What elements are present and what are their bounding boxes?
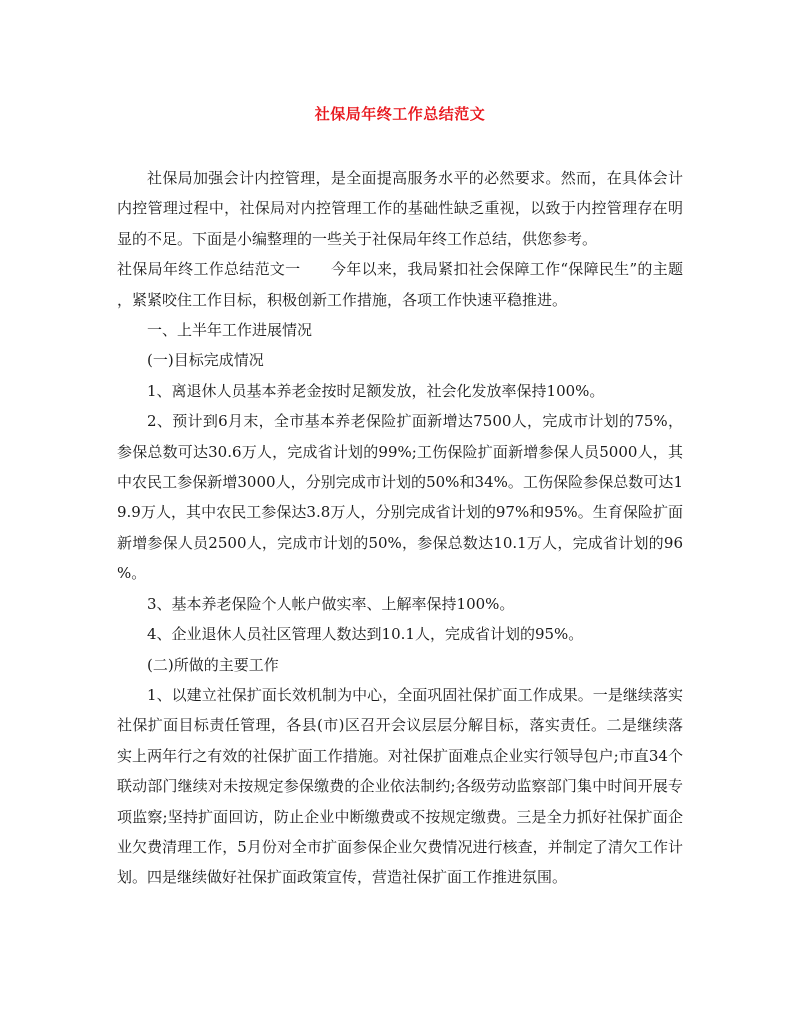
subsection-heading-targets: (一)目标完成情况 [147,351,264,370]
sample-one-paragraph: 社保局年终工作总结范文一 今年以来，我局紧扣社会保障工作“保障民生”的主题，紧紧咬住工作目标，积极创新工作措施，各项工作快速平稳推进。 [117,260,683,309]
subsection-heading-main-work: (二)所做的主要工作 [147,655,279,674]
list-item-personal-accounts: 3、基本养老保险个人帐户做实率、上解率保持100%。 [147,594,515,613]
document-body [117,163,683,893]
list-item-community-management: 4、企业退休人员社区管理人数达到10.1人，完成省计划的95%。 [147,625,584,644]
intro-paragraph: 社保局加强会计内控管理，是全面提高服务水平的必然要求。然而，在具体会计内控管理过程中，社保局对内控管理工作的基础性缺乏重视，以致于内控管理存在明显的不足。下面是小编整理的一些关于社保局年终工作总结，供您参考。 [117,169,683,248]
list-item-pension-payment: 1、离退休人员基本养老金按时足额发放，社会化发放率保持100%。 [147,381,605,400]
list-item-insurance-expansion: 2、预计到6月末，全市基本养老保险扩面新增达7500人，完成市计划的75%，参保总数可达30.6万人，完成省计划的99%;工伤保险扩面新增参保人员5000人，其中农民工参保新增3000人，分别完成市计划的50%和34%。工伤保险参保总数可达19.9万人，其中农民工参保达3.8万人，分别完成省计划的97%和95%。生育保险扩面新增参保人员2500人，完成市计划的50%，参保总数达10.1万人，完成省计划的96%。 [117,412,683,583]
document-title: 社保局年终工作总结范文 [314,105,486,123]
list-item-expansion-mechanism: 1、以建立社保扩面长效机制为中心，全面巩固社保扩面工作成果。一是继续落实社保扩面目标责任管理，各县(市)区召开会议层层分解目标，落实责任。二是继续落实上两年行之有效的社保扩面工作措施。对社保扩面难点企业实行领导包户;市直34个联动部门继续对未按规定参保缴费的企业依法制约;各级劳动监察部门集中时间开展专项监察;坚持扩面回访，防止企业中断缴费或不按规定缴费。三是全力抓好社保扩面企业欠费清理工作，5月份对全市扩面参保企业欠费情况进行核查，并制定了清欠工作计划。四是继续做好社保扩面政策宣传，营造社保扩面工作推进氛围。 [117,685,683,887]
section-heading-first-half: 一、上半年工作进展情况 [147,321,313,340]
